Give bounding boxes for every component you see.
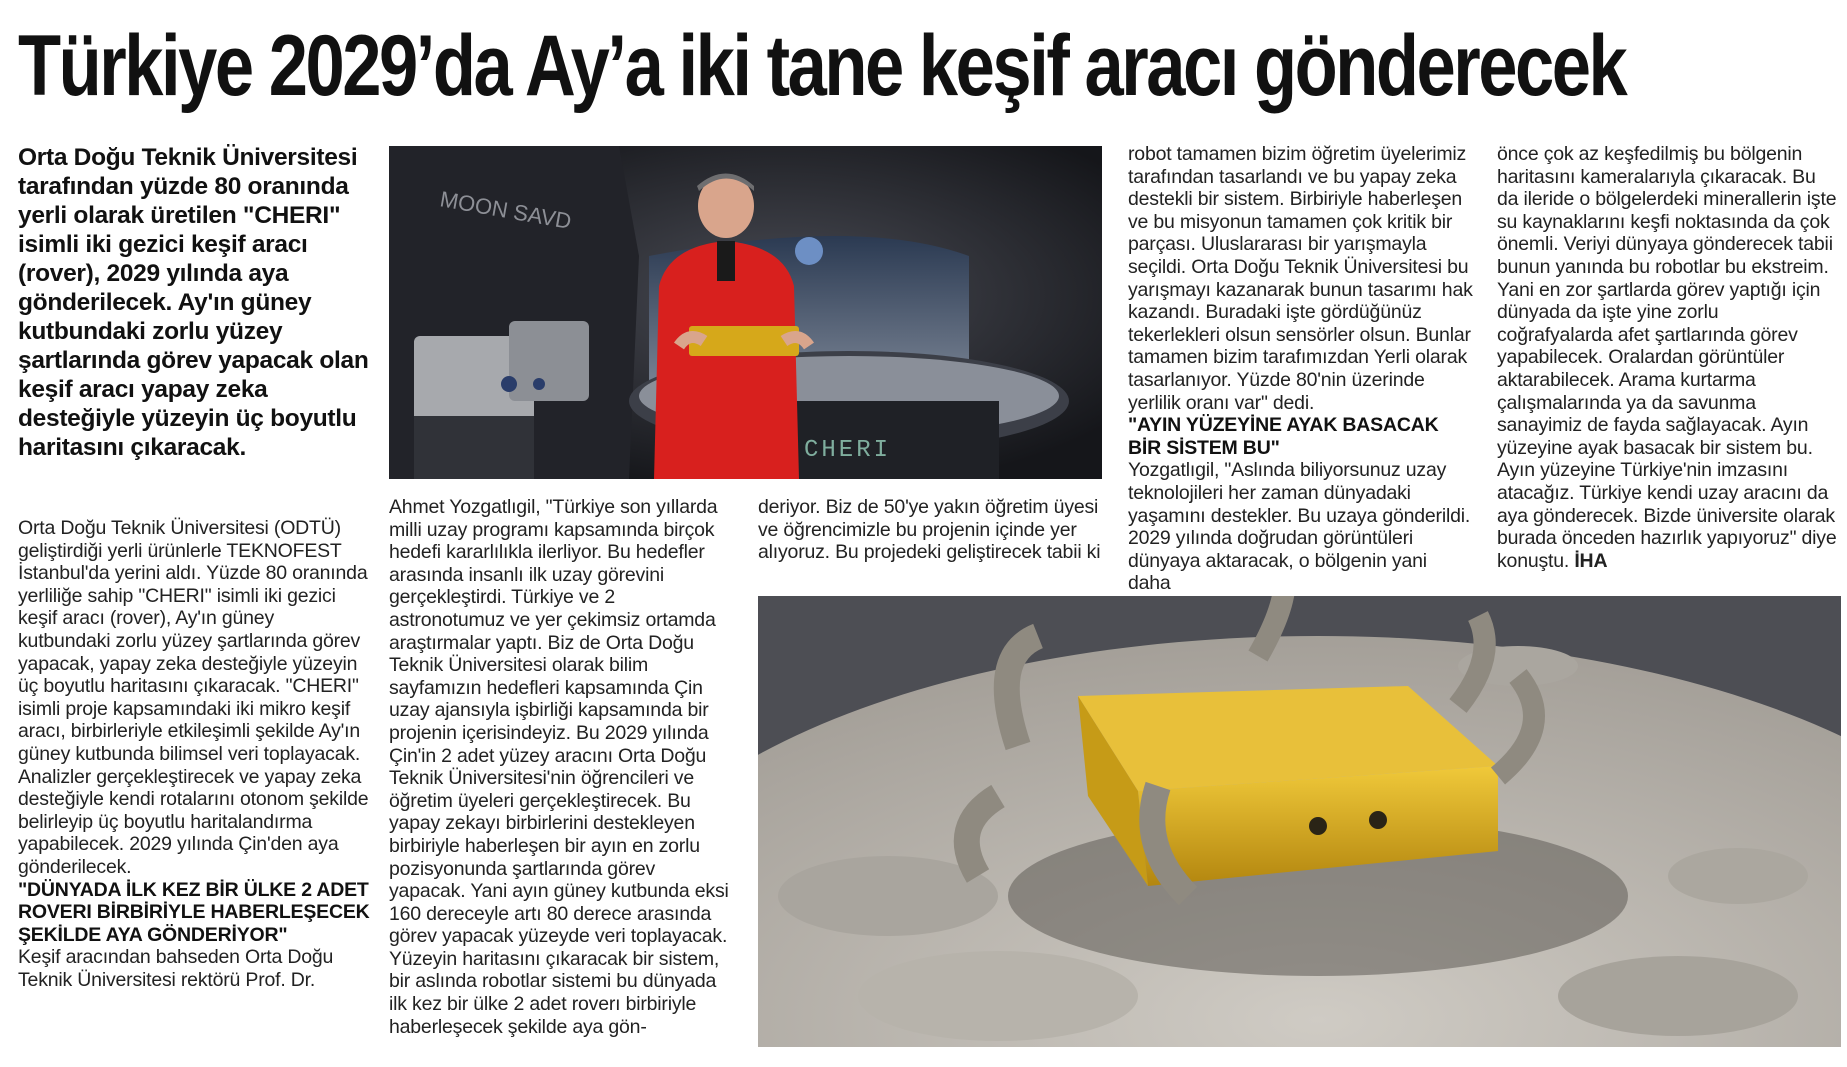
article-column-4 xyxy=(1128,143,1473,595)
body-paragraph: deriyor. Biz de 50'ye yakın öğretim üyesi ve öğrencimizle bu projenin içinde yer alıyoruz. Bu projedeki geliştirecek tabii ki xyxy=(758,496,1101,564)
body-paragraph xyxy=(1497,143,1837,572)
booth-sign: MOON SAVD xyxy=(438,186,574,234)
subheading: "DÜNYADA İLK KEZ BİR ÜLKE 2 ADET ROVERI BİRBİRİYLE HABERLEŞECEK ŞEKİLDE AYA GÖNDERİYOR" xyxy=(18,878,370,946)
cheri-label: CHERI xyxy=(804,437,892,464)
body-paragraph: Ahmet Yozgatlıgil, "Türkiye son yıllarda milli uzay programı kapsamında birçok hedefi kararlılıkla ilerliyor. Bu hedefler arasında insanlı ilk uzay görevini gerçekleştirdi. Türkiye ve 2 astronotumuz ve yer çekimsiz ortamda araştırmalar yaptı. Biz de Orta Doğu Teknik Üniversitesi olarak bilim sayfamızın hedefleri kapsamında Çin uzay ajansıyla işbirliği kapsamında bir projenin içerisindeyiz. Bu 2029 yılında Çin'in 2 adet yüzey aracını Orta Doğu Teknik Üniversitesi'nin öğrencileri ve öğretim üyeleri gerçekleştirecek. Bu yapay zekayı birbirlerini destekleyen birbiriyle haberleşen bir ayın en zorlu pozisyonunda şartlarında görev yapacak. Yani ayın güney kutbunda eksi 160 dereceyle artı 80 derece arasında görev yapacak yüzeyde veri toplayacak. Yüzeyin haritasını çıkaracak bir sistem, bir aslında robotlar sistemi bu dünyada ilk kez bir ülke 2 adet roverı birbiriyle haberleşecek şekilde aya gön- xyxy=(389,496,729,1038)
body-paragraph: Orta Doğu Teknik Üniversitesi (ODTÜ) geliştirdiği yerli ürünlerle TEKNOFEST İstanbul'da yerini aldı. Yüzde 80 oranında yerliliğe sahip "CHERI" isimli iki gezici keşif aracı (rover), Ay'ın güney kutbundaki zorlu yüzey şartlarında görev yapacak, yapay zeka desteğiyle yüzeyin üç boyutlu haritasını çıkaracak. "CHERI" isimli proje kapsamındaki iki mikro keşif aracı, birbirleriyle etkileşimli şekilde Ay'ın güney kutbunda bilimsel veri toplayacak. Analizler gerçekleştirecek ve yapay zeka desteğiyle kendi rotalarını otonom şekilde belirleyip üç boyutlu haritalandırma yapabilecek. 2029 yılında Çin'den aya gönderilecek. xyxy=(18,517,369,878)
news-agency-credit: İHA xyxy=(1574,549,1608,572)
body-text: önce çok az keşfedilmiş bu bölgenin haritasını kameralarıyla çıkaracak. Bu da ileride o bölgelerdeki minerallerin işte su kaynaklarını keşfi noktasında da çok önemli. Veriyi dünyaya gönderecek tabii bunun yanında bu robotlar bu ekstreim. Yani en zor şartlarda görev yaptığı için dünyada da işte yine zorlu coğrafyalarda afet şartlarında görev yapabilecek. Oralardan görüntüler aktarabilecek. Arama kurtarma çalışmalarında ya da savunma sanayimiz de fayda sağlayacak. Ayın yüzeyine ayak basacak bir sistem bu. Ayın yüzeyine Türkiye'nin imzasını atacağız. Türkiye kendi uzay aracını da aya gönderecek. Bizde üniversite olarak burada önceden hazırlık yapıyoruz" diye konuştu. xyxy=(1497,143,1837,572)
photo-rector-with-rover xyxy=(389,146,1102,479)
body-paragraph: Keşif aracından bahseden Orta Doğu Teknik Üniversitesi rektörü Prof. Dr. xyxy=(18,946,334,991)
body-paragraph: Yozgatlıgil, "Aslında biliyorsunuz uzay teknolojileri her zaman dünyadaki yaşamını destekler. Bu uzaya gönderildi. 2029 yılında doğrudan görüntüleri dünyaya aktaracak, o bölgenin yani daha xyxy=(1128,459,1471,595)
photo-rover-on-moon xyxy=(758,596,1841,1047)
article-column-1 xyxy=(18,517,370,991)
photo-rover-illustration xyxy=(758,596,1841,1047)
article-column-2 xyxy=(389,496,732,1038)
lead-paragraph: Orta Doğu Teknik Üniversitesi tarafından yüzde 80 oranında yerli olarak üretilen "CHERI" isimli iki gezici keşif aracı (rover), 2029 yılında aya gönderilecek. Ay'ın güney kutbundaki zorlu yüzey şartlarında görev yapacak olan keşif aracı yapay zeka desteğiyle yüzeyin üç boyutlu haritasını çıkaracak. xyxy=(18,144,369,461)
photo-rector-illustration xyxy=(389,146,1102,479)
subheading: "AYIN YÜZEYİNE AYAK BASACAK BİR SİSTEM BU" xyxy=(1128,414,1439,459)
article-column-5 xyxy=(1497,143,1837,572)
body-paragraph: robot tamamen bizim öğretim üyelerimiz tarafından tasarlandı ve bu yapay zeka destekli bir sistem. Birbiriyle haberleşen ve bu misyonun tamamen çok kritik bir parçası. Uluslararası bir yarışmayla seçildi. Orta Doğu Teknik Üniversitesi bu yarışmayı kazanarak bunun tasarımı hak kazandı. Buradaki işte gördüğünüz tekerlekleri olsun sensörler olsun. Bunlar tamamen bizim tarafımızdan Yerli olarak tasarlanıyor. Yüzde 80'nin üzerinde yerlilik oranı var" dedi. xyxy=(1128,143,1473,414)
article-column-3 xyxy=(758,496,1102,564)
headline: Türkiye 2029’da Ay’a iki tane keşif aracı gönderecek xyxy=(18,18,1626,114)
